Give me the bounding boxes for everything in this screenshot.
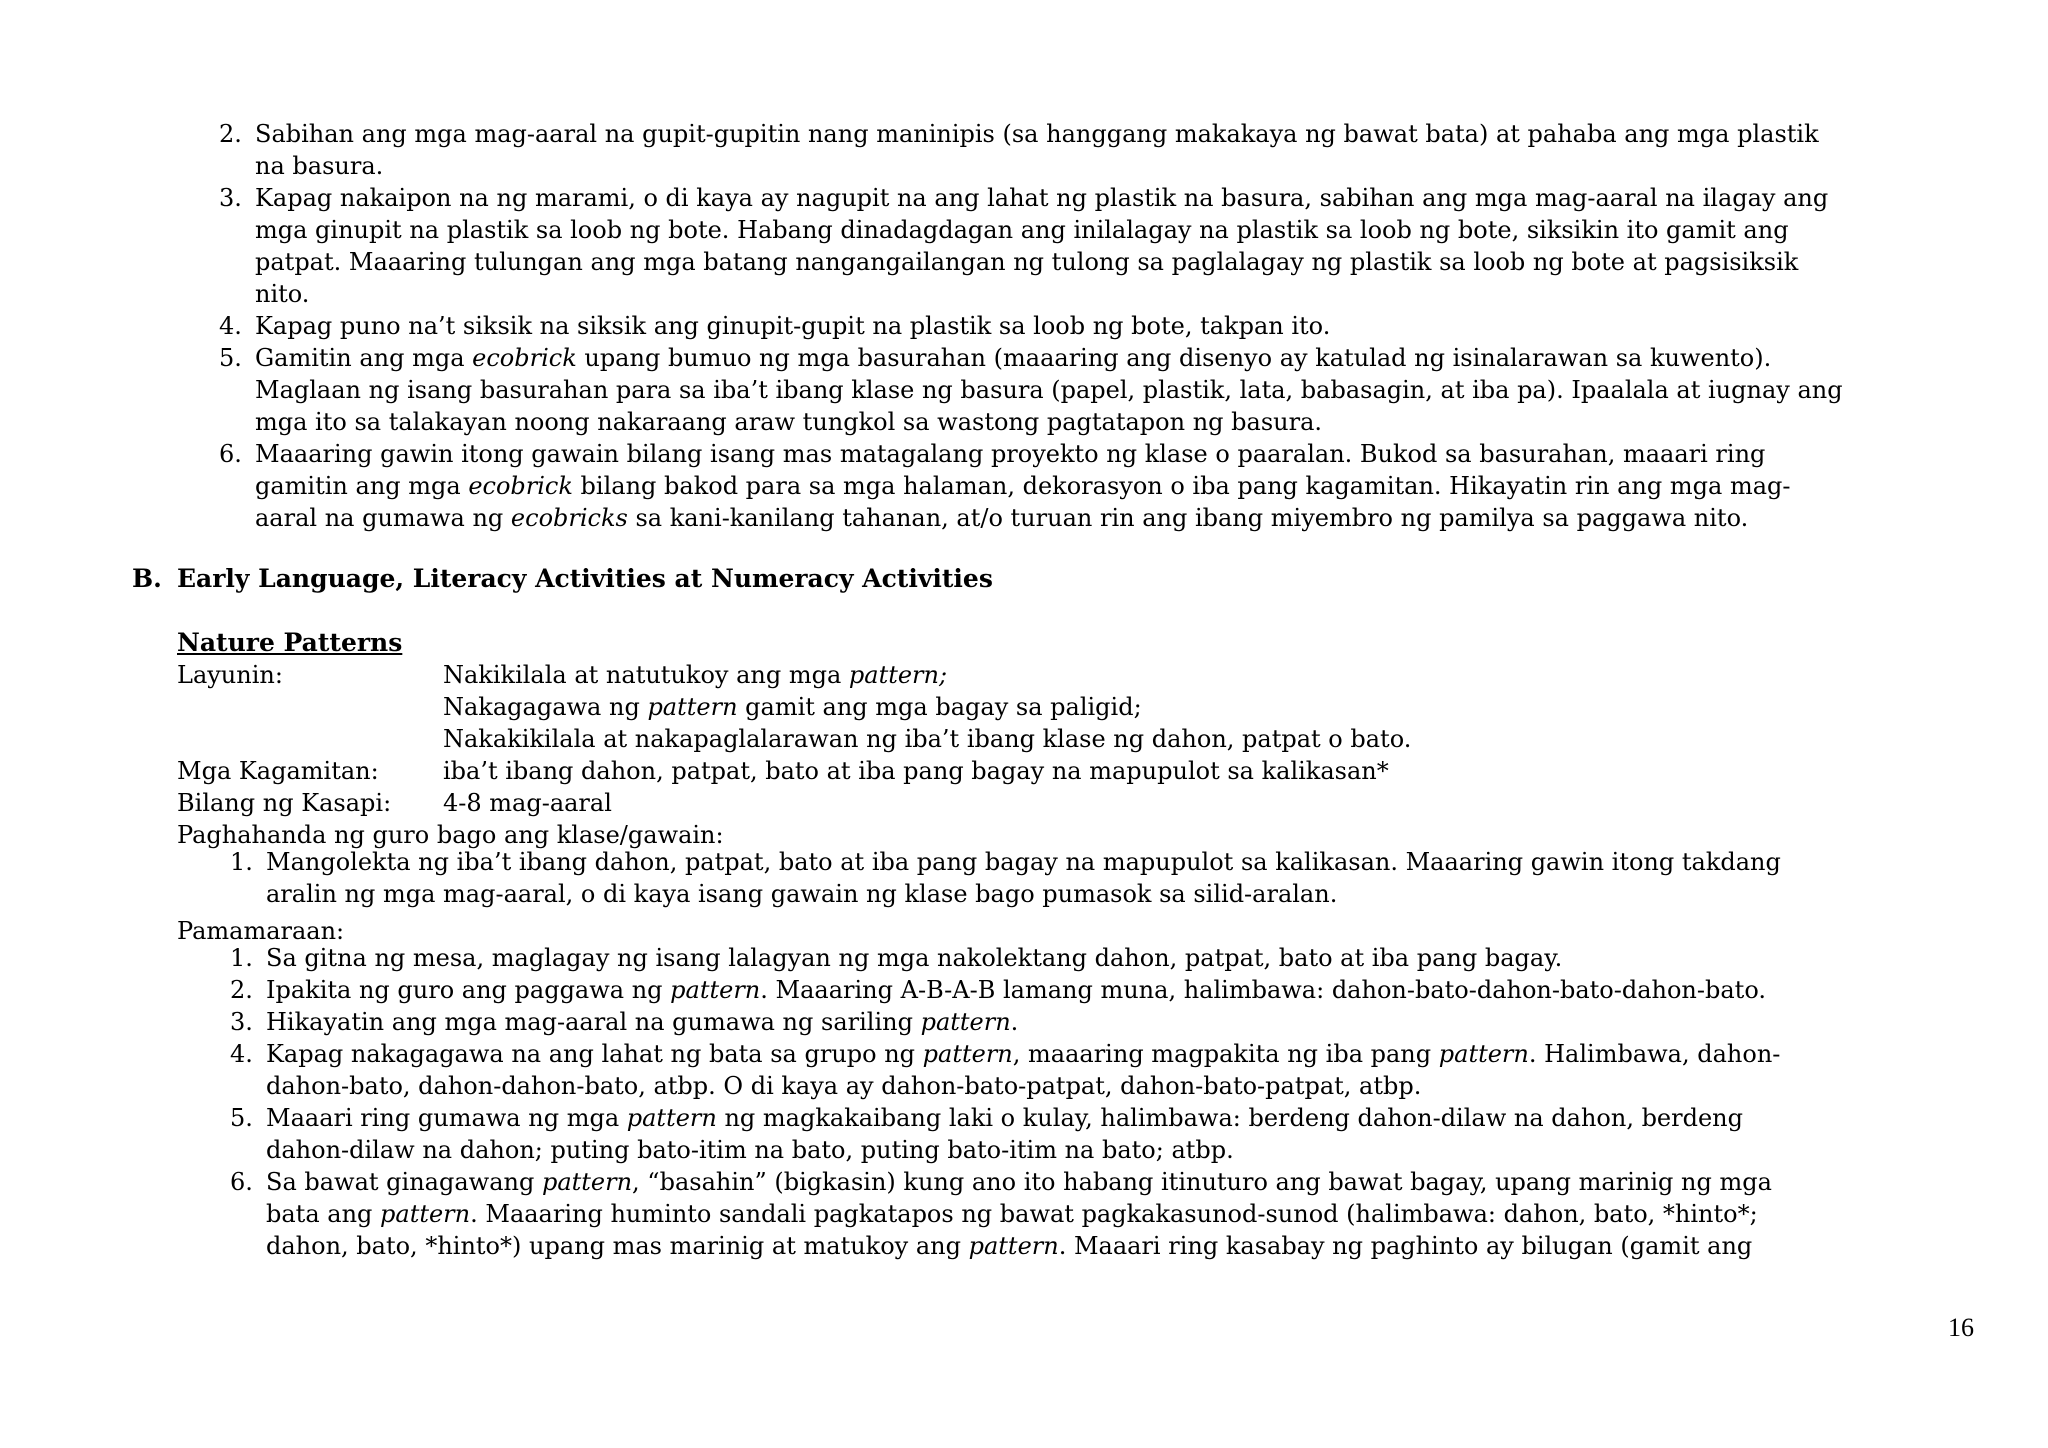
list-number: 3. [219, 184, 242, 212]
text-run: upang bumuo ng mga basurahan (maaaring ang disenyo ay katulad ng isinalarawan sa kuwento). [576, 344, 1772, 372]
list-line: na basura. [255, 152, 384, 180]
text-run: bilang bakod para sa mga halaman, dekorasyon o iba pang kagamitan. Hikayatin rin ang mga mag- [572, 472, 1791, 500]
list-line [266, 1166, 1995, 1198]
list-line [266, 974, 1995, 1006]
list-number: 4. [219, 312, 242, 340]
list-line: dahon-bato, dahon-dahon-bato, atbp. O di kaya ay dahon-bato-patpat, dahon-bato-patpat, atbp. [266, 1072, 1422, 1100]
emphasis-text: ecobrick [472, 344, 577, 372]
text-run: Sa bawat ginagawang [266, 1168, 542, 1196]
list-number: 3. [230, 1008, 253, 1036]
kagamitan-row [177, 755, 1389, 787]
emphasis-text: pattern [380, 1200, 471, 1228]
list-line: mga ito sa talakayan noong nakaraang araw tungkol sa wastong pagtatapon ng basura. [255, 408, 1323, 436]
emphasis-text: pattern [922, 1040, 1013, 1068]
layunin-row [177, 659, 947, 691]
list-number: 1. [230, 848, 253, 876]
text-run: . Maaaring huminto sandali pagkatapos ng bawat pagkakasunod-sunod (halimbawa: dahon, bato, *hinto*; [470, 1200, 1758, 1228]
list-item [219, 182, 1995, 310]
list-line: Sa gitna ng mesa, maglagay ng isang lalagyan ng mga nakolektang dahon, patpat, bato at iba pang bagay. [266, 944, 1563, 972]
list-line [266, 1006, 1995, 1038]
list-line: Maaaring gawin itong gawain bilang isang mas matagalang proyekto ng klase o paaralan. Bukod sa basurahan, maaari ring [255, 440, 1766, 468]
kagamitan-label: Mga Kagamitan: [177, 757, 379, 785]
list-line [255, 470, 1995, 502]
emphasis-text: pattern [626, 1104, 717, 1132]
list-item [230, 974, 1995, 1006]
list-line: Mangolekta ng iba’t ibang dahon, patpat, bato at iba pang bagay na mapupulot sa kalikasan. Maaaring gawin itong takdang [266, 848, 1781, 876]
paghahanda-list [230, 846, 1995, 910]
text-run: . [1010, 1008, 1019, 1036]
list-line: Kapag nakaipon na ng marami, o di kaya ay nagupit na ang lahat ng plastik na basura, sabihan ang mga mag-aaral na ilagay ang [255, 184, 1829, 212]
text-run: Hikayatin ang mga mag-aaral na gumawa ng sariling [266, 1008, 921, 1036]
list-item [230, 942, 1995, 974]
text-run: gamit ang mga bagay sa paligid; [737, 693, 1142, 721]
list-item [230, 1166, 1995, 1262]
paghahanda-label: Paghahanda ng guro bago ang klase/gawain: [177, 821, 724, 849]
text-run: . Maaaring A-B-A-B lamang muna, halimbawa: dahon-bato-dahon-bato-dahon-bato. [760, 976, 1766, 1004]
kagamitan-value: iba’t ibang dahon, patpat, bato at iba pang bagay na mapupulot sa kalikasan* [443, 757, 1389, 785]
list-item [219, 118, 1995, 182]
ecobrick-steps-list [219, 118, 1995, 534]
page-number: 16 [1948, 1313, 1974, 1342]
list-line: aralin ng mga mag-aaral, o di kaya isang gawain ng klase bago pumasok sa silid-aralan. [266, 880, 1338, 908]
text-run: Nakikilala at natutukoy ang mga [443, 661, 849, 689]
kasapi-label: Bilang ng Kasapi: [177, 789, 392, 817]
emphasis-text: pattern [920, 1008, 1011, 1036]
list-item [230, 1006, 1995, 1038]
section-title: Early Language, Literacy Activities at Numeracy Activities [177, 564, 993, 593]
list-line [266, 1102, 1995, 1134]
emphasis-text: pattern [670, 976, 761, 1004]
kasapi-value: 4-8 mag-aaral [443, 789, 612, 817]
text-run: bata ang [266, 1200, 381, 1228]
list-item [230, 846, 1995, 910]
emphasis-text: pattern [647, 693, 738, 721]
layunin-label: Layunin: [177, 661, 283, 689]
list-number: 6. [219, 440, 242, 468]
text-run: Maaari ring gumawa ng mga [266, 1104, 627, 1132]
text-run: Kapag nakagagawa na ang lahat ng bata sa grupo ng [266, 1040, 923, 1068]
list-item [219, 438, 1995, 534]
pamamaraan-label: Pamamaraan: [177, 917, 345, 945]
emphasis-text: pattern [968, 1232, 1059, 1260]
list-number: 2. [230, 976, 253, 1004]
list-number: 4. [230, 1040, 253, 1068]
list-line: patpat. Maaaring tulungan ang mga batang nangangailangan ng tulong sa paglalagay ng plastik sa loob ng bote at pagsisiksik [255, 248, 1799, 276]
emphasis-text: ecobrick [468, 472, 573, 500]
list-line: dahon-dilaw na dahon; puting bato-itim na bato, puting bato-itim na bato; atbp. [266, 1136, 1234, 1164]
section-letter: B. [132, 564, 162, 593]
text-run: ng magkakaibang laki o kulay, halimbawa: berdeng dahon-dilaw na dahon, berdeng [716, 1104, 1743, 1132]
layunin-line [443, 691, 1142, 723]
list-item [219, 342, 1995, 438]
list-number: 5. [230, 1104, 253, 1132]
list-line [255, 342, 1995, 374]
list-item [219, 310, 1995, 342]
pamamaraan-list [230, 942, 1995, 1262]
kasapi-row [177, 787, 612, 819]
text-run: . Maaari ring kasabay ng paghinto ay bilugan (gamit ang [1058, 1232, 1753, 1260]
text-run: Nakagagawa ng [443, 693, 648, 721]
list-line: nito. [255, 280, 310, 308]
activity-title: Nature Patterns [177, 628, 403, 657]
list-number: 2. [219, 120, 242, 148]
list-line [266, 1038, 1995, 1070]
section-heading [132, 563, 993, 595]
text-run: dahon, bato, *hinto*) upang mas marinig at matukoy ang [266, 1232, 969, 1260]
text-run: , maaaring magpakita ng iba pang [1012, 1040, 1439, 1068]
list-line [266, 1230, 1995, 1262]
text-run: , “basahin” (bigkasin) kung ano ito habang itinuturo ang bawat bagay, upang marinig ng mga [632, 1168, 1772, 1196]
list-item [230, 1102, 1995, 1166]
text-run: . Halimbawa, dahon- [1528, 1040, 1781, 1068]
list-line: Kapag puno na’t siksik na siksik ang ginupit-gupit na plastik sa loob ng bote, takpan ito. [255, 312, 1331, 340]
list-number: 5. [219, 344, 242, 372]
text-run: Ipakita ng guro ang paggawa ng [266, 976, 671, 1004]
emphasis-text: pattern [1438, 1040, 1529, 1068]
list-line [255, 502, 1995, 534]
text-run: gamitin ang mga [255, 472, 469, 500]
list-line: Maglaan ng isang basurahan para sa iba’t ibang klase ng basura (papel, plastik, lata, babasagin, at iba pa). Ipaalala at iugnay ang [255, 376, 1843, 404]
list-number: 1. [230, 944, 253, 972]
list-line: mga ginupit na plastik sa loob ng bote. Habang dinadagdagan ang inilalagay na plastik sa loob ng bote, siksikin ito gamit ang [255, 216, 1789, 244]
list-line [266, 1198, 1995, 1230]
list-line: Sabihan ang mga mag-aaral na gupit-gupitin nang maninipis (sa hanggang makakaya ng bawat bata) at pahaba ang mga plastik [255, 120, 1819, 148]
list-number: 6. [230, 1168, 253, 1196]
emphasis-text: pattern [541, 1168, 633, 1196]
emphasis-text: ecobricks [510, 504, 628, 532]
layunin-line: Nakakikilala at nakapaglalarawan ng iba’t ibang klase ng dahon, patpat o bato. [443, 725, 1412, 753]
emphasis-text: pattern; [848, 661, 948, 689]
text-run: aaral na gumawa ng [255, 504, 511, 532]
text-run: sa kani-kanilang tahanan, at/o turuan rin ang ibang miyembro ng pamilya sa paggawa nito. [627, 504, 1749, 532]
list-item [230, 1038, 1995, 1102]
text-run: Gamitin ang mga [255, 344, 473, 372]
